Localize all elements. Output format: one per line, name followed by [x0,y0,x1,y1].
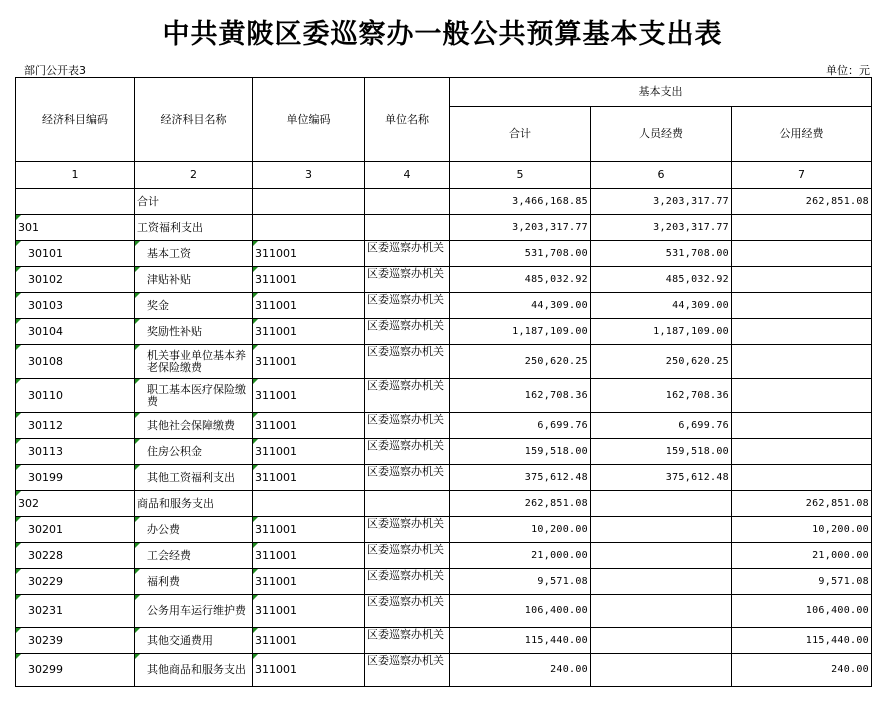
cell-public: 115,440.00 [732,628,872,654]
cell-total: 250,620.25 [450,345,591,379]
cell-name: 公务用车运行维护费 [135,595,253,628]
table-row [16,215,872,241]
header-name: 经济科目名称 [135,78,253,162]
cell-total: 10,200.00 [450,517,591,543]
page-title: 中共黄陂区委巡察办一般公共预算基本支出表 [162,19,723,50]
table-row [16,267,872,293]
unit-label: 单位：元 [826,64,870,77]
cell-name: 其他交通费用 [135,628,253,654]
cell-personnel [591,517,732,543]
cell-public: 106,400.00 [732,595,872,628]
table-row [16,543,872,569]
cell-unit-name: 区委巡察办机关 [365,379,450,413]
cell-unit-name: 区委巡察办机关 [365,595,450,628]
cell-public [732,215,872,241]
cell-unit-name: 区委巡察办机关 [365,569,450,595]
cell-personnel [591,491,732,517]
header-unit-code: 单位编码 [253,78,365,162]
cell-unit-name [365,189,450,215]
cell-unit-code: 311001 [253,654,365,687]
cell-personnel: 159,518.00 [591,439,732,465]
cell-code: 30201 [16,517,135,543]
cell-code: 30231 [16,595,135,628]
cell-personnel: 375,612.48 [591,465,732,491]
cell-name: 办公费 [135,517,253,543]
cell-unit-name: 区委巡察办机关 [365,465,450,491]
cell-name: 福利费 [135,569,253,595]
cell-personnel: 531,708.00 [591,241,732,267]
cell-unit-code: 311001 [253,517,365,543]
cell-unit-name [365,491,450,517]
cell-public [732,267,872,293]
table-row [16,465,872,491]
table-row [16,293,872,319]
cell-code: 30299 [16,654,135,687]
cell-personnel [591,654,732,687]
col-number: 1 [16,162,135,189]
table-row [16,595,872,628]
cell-code: 30108 [16,345,135,379]
cell-total: 3,203,317.77 [450,215,591,241]
cell-unit-code: 311001 [253,439,365,465]
cell-personnel [591,595,732,628]
cell-unit-name: 区委巡察办机关 [365,654,450,687]
cell-unit-code [253,491,365,517]
cell-public [732,319,872,345]
cell-public: 21,000.00 [732,543,872,569]
cell-unit-code: 311001 [253,241,365,267]
cell-name: 住房公积金 [135,439,253,465]
cell-name: 职工基本医疗保险缴费 [135,379,253,413]
cell-unit-code: 311001 [253,413,365,439]
header-public: 公用经费 [732,107,872,162]
cell-public [732,465,872,491]
cell-total: 485,032.92 [450,267,591,293]
table-row [16,189,872,215]
cell-total: 162,708.36 [450,379,591,413]
cell-personnel: 485,032.92 [591,267,732,293]
cell-code: 30229 [16,569,135,595]
cell-total: 159,518.00 [450,439,591,465]
cell-public: 262,851.08 [732,189,872,215]
cell-total: 1,187,109.00 [450,319,591,345]
col-number: 3 [253,162,365,189]
cell-unit-name: 区委巡察办机关 [365,413,450,439]
cell-unit-code: 311001 [253,267,365,293]
cell-public: 262,851.08 [732,491,872,517]
cell-name: 工会经费 [135,543,253,569]
cell-unit-code: 311001 [253,319,365,345]
cell-personnel: 3,203,317.77 [591,215,732,241]
cell-unit-code: 311001 [253,379,365,413]
cell-unit-name: 区委巡察办机关 [365,319,450,345]
cell-unit-code: 311001 [253,569,365,595]
cell-unit-code [253,215,365,241]
cell-unit-name: 区委巡察办机关 [365,267,450,293]
form-label: 部门公开表3 [24,64,86,77]
cell-public [732,439,872,465]
cell-unit-name: 区委巡察办机关 [365,543,450,569]
cell-name: 工资福利支出 [135,215,253,241]
cell-public [732,345,872,379]
header-total: 合计 [450,107,591,162]
cell-name: 奖励性补贴 [135,319,253,345]
cell-code: 30104 [16,319,135,345]
cell-personnel: 44,309.00 [591,293,732,319]
header-code: 经济科目编码 [16,78,135,162]
cell-total: 531,708.00 [450,241,591,267]
table-row [16,345,872,379]
cell-public: 240.00 [732,654,872,687]
cell-public: 9,571.08 [732,569,872,595]
cell-total: 106,400.00 [450,595,591,628]
col-number: 7 [732,162,872,189]
cell-personnel [591,628,732,654]
cell-personnel: 162,708.36 [591,379,732,413]
cell-unit-code [253,189,365,215]
cell-code: 30199 [16,465,135,491]
cell-code: 30228 [16,543,135,569]
cell-name: 商品和服务支出 [135,491,253,517]
cell-total: 3,466,168.85 [450,189,591,215]
cell-personnel: 6,699.76 [591,413,732,439]
cell-name: 奖金 [135,293,253,319]
cell-total: 6,699.76 [450,413,591,439]
cell-code: 30101 [16,241,135,267]
cell-code [16,189,135,215]
cell-personnel: 250,620.25 [591,345,732,379]
cell-total: 44,309.00 [450,293,591,319]
cell-unit-code: 311001 [253,543,365,569]
cell-unit-code: 311001 [253,595,365,628]
cell-public [732,293,872,319]
header-personnel: 人员经费 [591,107,732,162]
column-number-row [16,162,872,189]
col-number: 6 [591,162,732,189]
cell-name: 其他社会保障缴费 [135,413,253,439]
cell-name: 机关事业单位基本养老保险缴费 [135,345,253,379]
cell-personnel: 3,203,317.77 [591,189,732,215]
cell-public [732,379,872,413]
cell-unit-name: 区委巡察办机关 [365,517,450,543]
cell-unit-name: 区委巡察办机关 [365,345,450,379]
cell-name: 其他商品和服务支出 [135,654,253,687]
table-row [16,491,872,517]
header-unit-name: 单位名称 [365,78,450,162]
table-row [16,319,872,345]
table-row [16,569,872,595]
budget-table [15,77,872,687]
cell-code: 30113 [16,439,135,465]
cell-total: 262,851.08 [450,491,591,517]
table-row [16,241,872,267]
cell-personnel: 1,187,109.00 [591,319,732,345]
cell-code: 302 [16,491,135,517]
cell-unit-name [365,215,450,241]
cell-code: 301 [16,215,135,241]
cell-code: 30102 [16,267,135,293]
cell-unit-name: 区委巡察办机关 [365,241,450,267]
col-number: 2 [135,162,253,189]
table-row [16,654,872,687]
cell-unit-code: 311001 [253,293,365,319]
header-basic: 基本支出 [450,78,872,107]
table-row [16,517,872,543]
table-row [16,413,872,439]
table-row [16,379,872,413]
cell-unit-code: 311001 [253,345,365,379]
table-row [16,439,872,465]
cell-public: 10,200.00 [732,517,872,543]
cell-code: 30110 [16,379,135,413]
cell-code: 30103 [16,293,135,319]
cell-unit-name: 区委巡察办机关 [365,439,450,465]
cell-total: 115,440.00 [450,628,591,654]
cell-code: 30112 [16,413,135,439]
cell-total: 21,000.00 [450,543,591,569]
cell-code: 30239 [16,628,135,654]
col-number: 5 [450,162,591,189]
cell-unit-code: 311001 [253,465,365,491]
cell-name: 合计 [135,189,253,215]
col-number: 4 [365,162,450,189]
table-row [16,628,872,654]
cell-total: 375,612.48 [450,465,591,491]
cell-public [732,413,872,439]
cell-unit-name: 区委巡察办机关 [365,628,450,654]
cell-total: 9,571.08 [450,569,591,595]
cell-unit-name: 区委巡察办机关 [365,293,450,319]
cell-name: 基本工资 [135,241,253,267]
cell-personnel [591,569,732,595]
cell-unit-code: 311001 [253,628,365,654]
cell-name: 津贴补贴 [135,267,253,293]
cell-public [732,241,872,267]
cell-total: 240.00 [450,654,591,687]
cell-personnel [591,543,732,569]
cell-name: 其他工资福利支出 [135,465,253,491]
